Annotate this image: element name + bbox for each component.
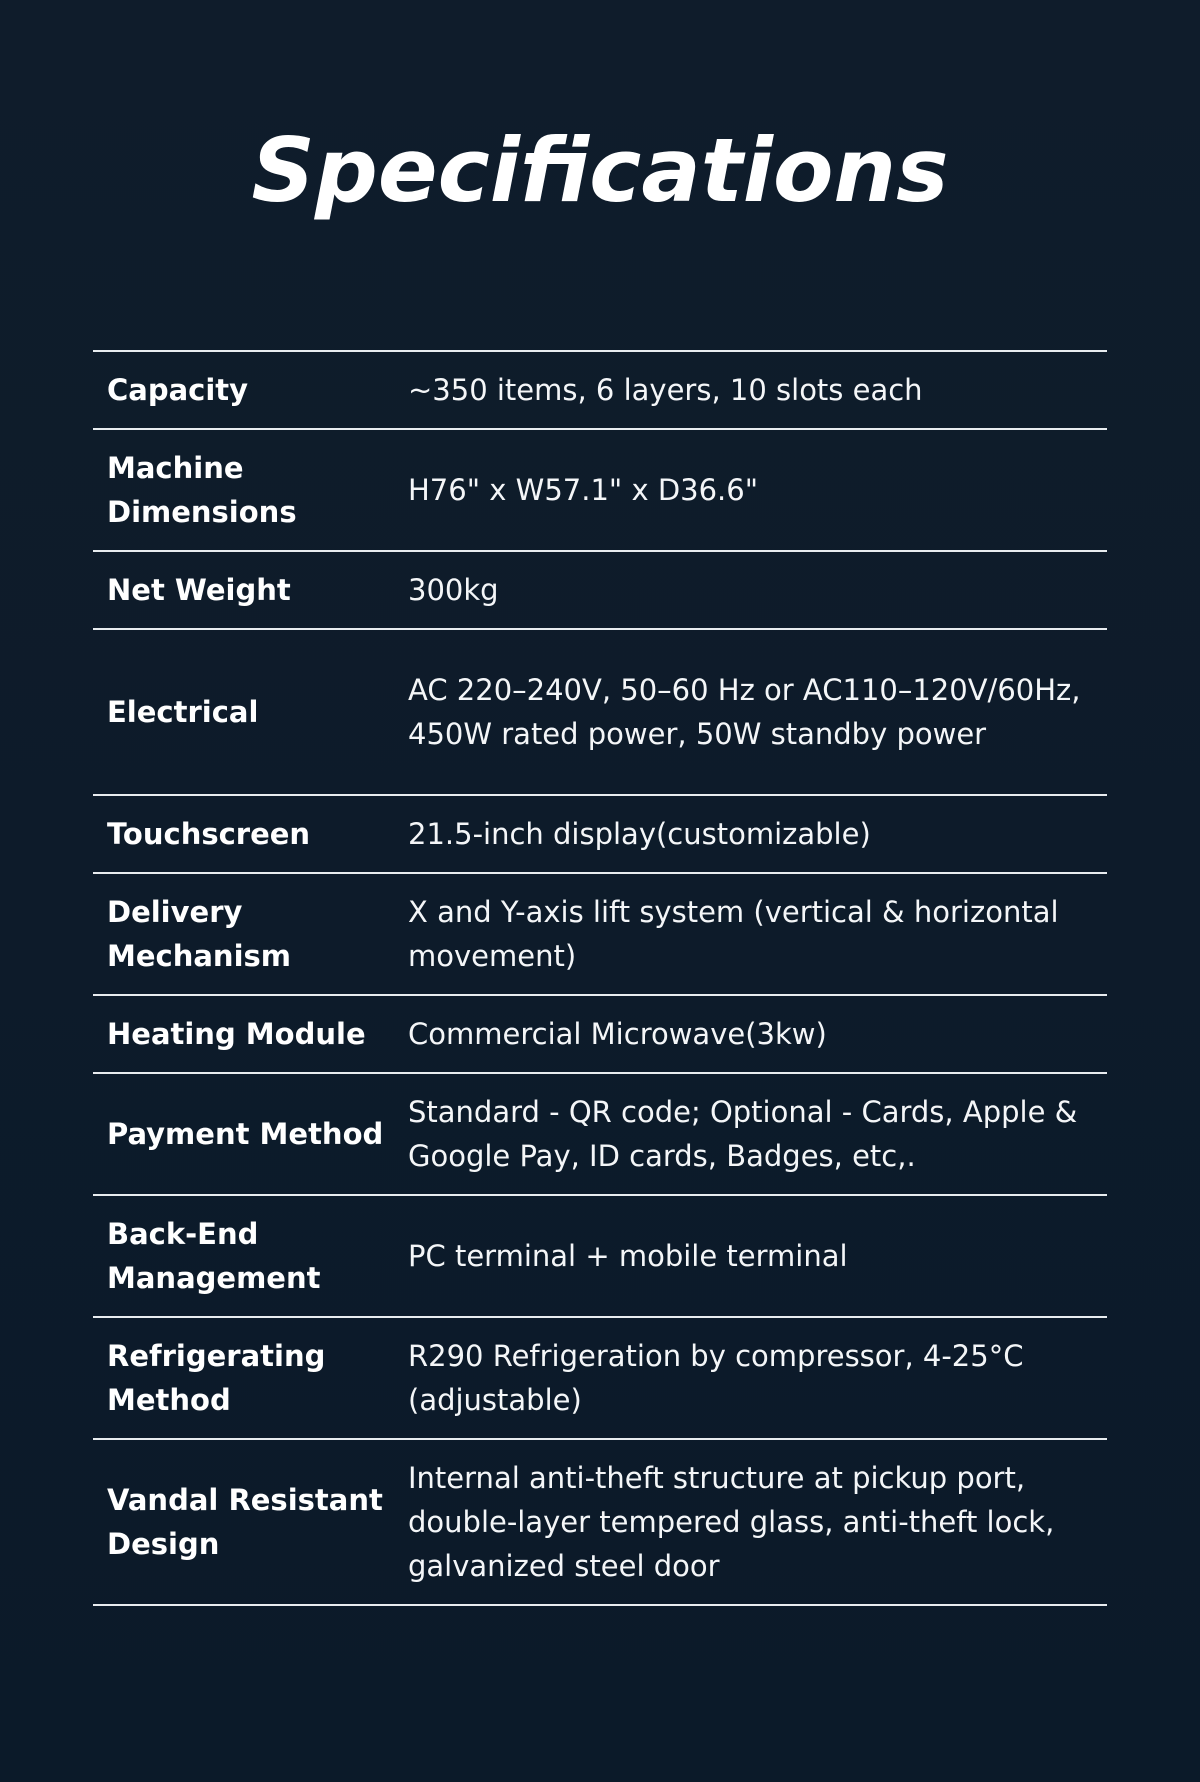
spec-value: R290 Refrigeration by compressor, 4-25°C (adjustable) — [408, 1339, 1024, 1417]
spec-value: AC 220–240V, 50–60 Hz or AC110–120V/60Hz, 450W rated power, 50W standby power — [408, 673, 1081, 751]
spec-table — [93, 350, 1107, 1606]
spec-value: Commercial Microwave(3kw) — [408, 1017, 827, 1051]
spec-row-machine-dimensions — [93, 430, 1107, 552]
spec-row-delivery-mechanism — [93, 874, 1107, 996]
spec-label: Refrigerating Method — [107, 1339, 326, 1417]
spec-row-touchscreen — [93, 796, 1107, 874]
spec-value: X and Y-axis lift system (vertical & horizontal movement) — [408, 895, 1059, 973]
spec-label: Net Weight — [107, 573, 291, 607]
spec-label: Vandal Resistant Design — [107, 1483, 383, 1561]
spec-value: 300kg — [408, 573, 499, 607]
spec-label: Payment Method — [107, 1117, 384, 1151]
spec-row-heating-module — [93, 996, 1107, 1074]
spec-value: ~350 items, 6 layers, 10 slots each — [408, 373, 923, 407]
spec-label: Back-End Management — [107, 1217, 321, 1295]
spec-label: Delivery Mechanism — [107, 895, 291, 973]
page-title: Specifications — [251, 119, 949, 222]
spec-row-payment-method — [93, 1074, 1107, 1196]
spec-label: Touchscreen — [107, 817, 311, 851]
spec-row-vandal-resistant-design — [93, 1440, 1107, 1606]
spec-value: 21.5-inch display(customizable) — [408, 817, 871, 851]
spec-label: Capacity — [107, 373, 249, 407]
spec-row-back-end-management — [93, 1196, 1107, 1318]
spec-value: Standard - QR code; Optional - Cards, Apple & Google Pay, ID cards, Badges, etc,. — [408, 1095, 1078, 1173]
spec-value: H76" x W57.1" x D36.6" — [408, 473, 759, 507]
spec-row-refrigerating-method — [93, 1318, 1107, 1440]
spec-row-capacity — [93, 352, 1107, 430]
spec-row-electrical — [93, 630, 1107, 796]
spec-label: Heating Module — [107, 1017, 366, 1051]
spec-value: Internal anti-theft structure at pickup port, double-layer tempered glass, anti-theft lock, galvanized steel door — [408, 1461, 1055, 1583]
spec-label: Machine Dimensions — [107, 451, 297, 529]
spec-value: PC terminal + mobile terminal — [408, 1239, 848, 1273]
spec-row-net-weight — [93, 552, 1107, 630]
spec-label: Electrical — [107, 695, 259, 729]
